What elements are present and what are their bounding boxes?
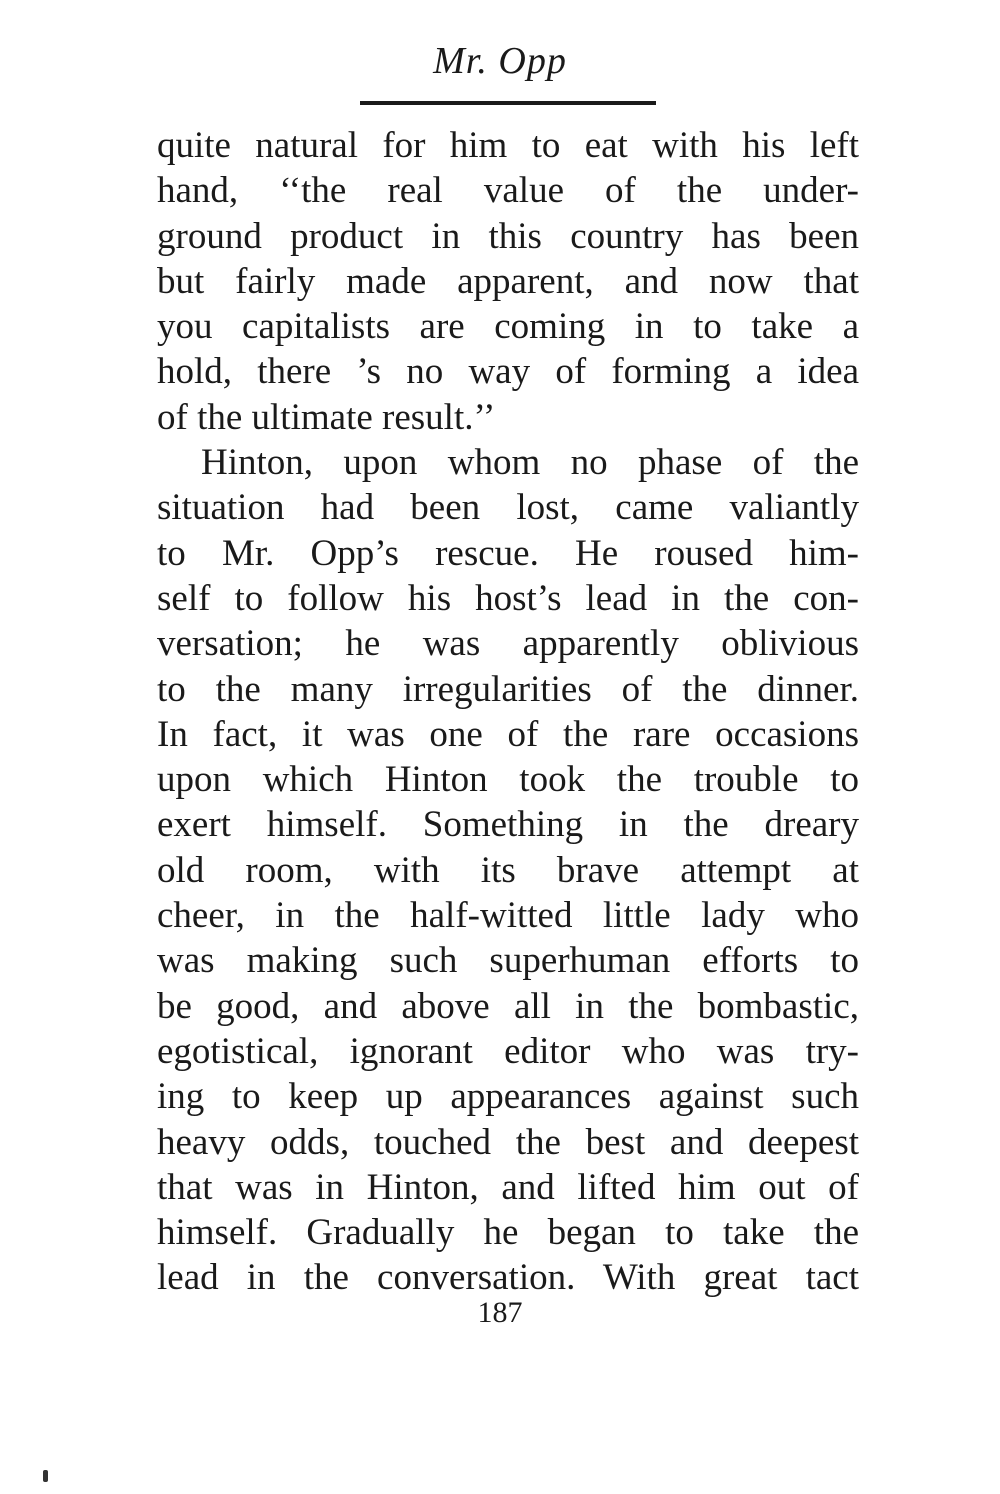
body-text bbox=[157, 123, 859, 1301]
text-line: was making such superhuman efforts to bbox=[157, 940, 859, 982]
text-line: old room, with its brave attempt at bbox=[157, 849, 859, 891]
text-line: quite natural for him to eat with his left bbox=[157, 125, 859, 166]
text-line: self to follow his host’s lead in the con- bbox=[157, 577, 859, 619]
text-line: hold, there ’s no way of forming a idea bbox=[157, 351, 859, 393]
text-line: ing to keep up appearances against such bbox=[157, 1076, 859, 1118]
text-line: upon which Hinton took the trouble to bbox=[157, 759, 859, 801]
text-line-paragraph-end: of the ultimate result.’’ bbox=[157, 396, 496, 438]
text-line: lead in the conversation. With great tact bbox=[157, 1257, 859, 1299]
text-line: himself. Gradually he began to take the bbox=[157, 1212, 859, 1254]
text-line: but fairly made apparent, and now that bbox=[157, 260, 859, 302]
text-line: be good, and above all in the bombastic, bbox=[157, 985, 859, 1027]
text-line: egotistical, ignorant editor who was try- bbox=[157, 1030, 859, 1072]
header-rule bbox=[360, 101, 656, 105]
text-line: that was in Hinton, and lifted him out of bbox=[157, 1166, 859, 1208]
text-line: to the many irregularities of the dinner. bbox=[157, 668, 859, 710]
text-line: exert himself. Something in the dreary bbox=[157, 804, 859, 846]
page-number: 187 bbox=[477, 1296, 523, 1329]
text-line: In fact, it was one of the rare occasions bbox=[157, 713, 859, 755]
text-line: you capitalists are coming in to take a bbox=[157, 306, 859, 348]
text-line: cheer, in the half-witted little lady who bbox=[157, 895, 859, 937]
running-head-title: Mr. Opp bbox=[433, 40, 567, 82]
text-line: heavy odds, touched the best and deepest bbox=[157, 1121, 859, 1163]
text-line: ground product in this country has been bbox=[157, 215, 859, 257]
text-line: versation; he was apparently oblivious bbox=[157, 623, 859, 665]
scan-speck bbox=[43, 1470, 48, 1482]
text-line: hand, ‘‘the real value of the under- bbox=[157, 170, 859, 212]
text-line: situation had been lost, came valiantly bbox=[157, 487, 859, 529]
text-line-paragraph-start: Hinton, upon whom no phase of the bbox=[201, 442, 859, 484]
text-line: to Mr. Opp’s rescue. He roused him- bbox=[157, 532, 859, 574]
